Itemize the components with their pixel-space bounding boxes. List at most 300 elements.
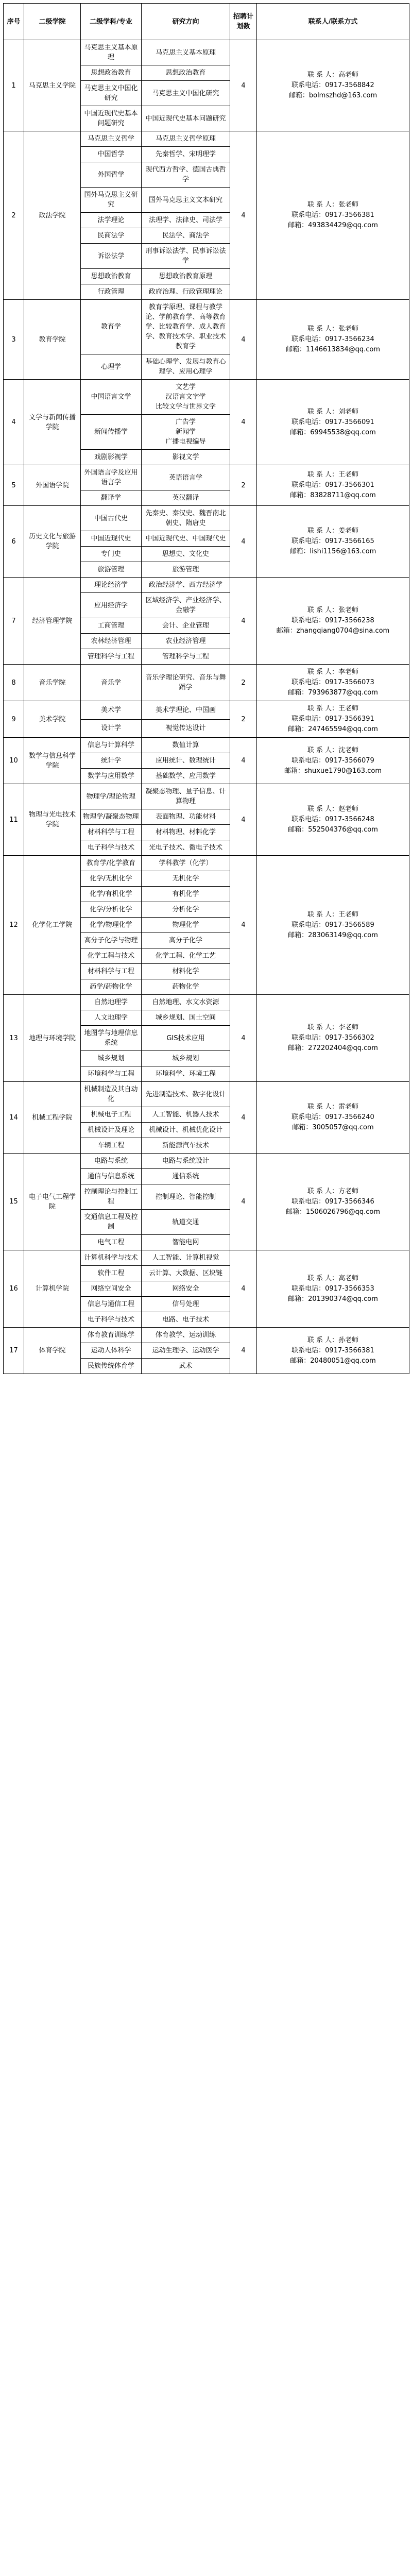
direction-item: 学科教学（化学） — [159, 859, 213, 867]
subject-name: 自然地理学 — [81, 995, 142, 1010]
research-direction — [142, 1250, 230, 1266]
row-number: 14 — [4, 1082, 24, 1154]
contact-person: 联 系 人：李老师 — [307, 668, 359, 676]
research-direction — [142, 825, 230, 840]
table-row — [4, 380, 409, 415]
table-row — [4, 506, 409, 531]
table-row — [4, 300, 409, 354]
direction-item: 管理科学与工程 — [162, 653, 209, 660]
direction-item: 影视文学 — [172, 453, 199, 461]
direction-item: 音乐学理论研究、音乐与舞蹈学 — [145, 674, 226, 691]
subject-name: 中国古代史 — [81, 506, 142, 531]
contact-person: 联 系 人：张老师 — [307, 201, 359, 209]
table-row — [4, 40, 409, 65]
contact-info — [257, 701, 409, 738]
research-direction — [142, 1026, 230, 1051]
research-direction — [142, 578, 230, 593]
college-name: 教育学院 — [24, 300, 81, 380]
direction-item: 无机化学 — [172, 875, 199, 883]
contact-email[interactable]: 邮箱：493834429@qq.com — [288, 222, 378, 229]
contact-person: 联 系 人：方老师 — [307, 1187, 359, 1195]
research-direction — [142, 1169, 230, 1184]
research-direction — [142, 618, 230, 634]
subject-name: 外国语言学及应用语言学 — [81, 465, 142, 490]
research-direction — [142, 269, 230, 284]
research-direction — [142, 506, 230, 531]
direction-item: 环境科学、环境工程 — [155, 1070, 216, 1078]
contact-phone: 联系电话：0917-3566381 — [291, 1346, 374, 1354]
subject-name: 马克思主义基本原理 — [81, 40, 142, 65]
research-direction — [142, 738, 230, 753]
research-direction — [142, 1359, 230, 1374]
research-direction — [142, 106, 230, 131]
research-direction — [142, 964, 230, 979]
contact-person: 联 系 人：姜老师 — [307, 527, 359, 535]
research-direction — [142, 415, 230, 450]
plan-count: 4 — [230, 380, 257, 465]
contact-email[interactable]: 邮箱：zhangqiang0704@sina.com — [276, 627, 390, 635]
header-contact: 联系人/联系方式 — [257, 4, 409, 40]
plan-count: 2 — [230, 665, 257, 701]
recruitment-table — [3, 3, 409, 1374]
direction-item: 机械设计、机械优化设计 — [148, 1126, 222, 1134]
contact-phone: 联系电话：0917-3566589 — [291, 921, 374, 929]
subject-name: 马克思主义哲学 — [81, 131, 142, 147]
contact-email[interactable]: 邮箱：1506026796@qq.com — [285, 1208, 381, 1216]
subject-name: 应用经济学 — [81, 593, 142, 618]
direction-item: 国外马克思主义文本研究 — [148, 196, 222, 204]
direction-item: 高分子化学 — [168, 937, 202, 944]
direction-item: 分析化学 — [172, 906, 199, 913]
contact-email[interactable]: 邮箱：201390374@qq.com — [288, 1295, 378, 1303]
subject-name: 材料科学与工程 — [81, 825, 142, 840]
research-direction — [142, 918, 230, 933]
direction-item: 运动生理学、运动医学 — [152, 1347, 219, 1354]
research-direction — [142, 228, 230, 244]
subject-name: 信息与计算科学 — [81, 738, 142, 753]
contact-info — [257, 738, 409, 784]
contact-phone: 联系电话：0917-3566301 — [291, 481, 374, 489]
college-name: 美术学院 — [24, 701, 81, 738]
direction-item: 比较文学与世界文学 — [155, 403, 216, 411]
direction-item: 城乡规划 — [172, 1055, 199, 1062]
direction-item: 化学工程、化学工艺 — [155, 952, 216, 960]
direction-item: 轨道交通 — [172, 1218, 199, 1226]
header-college: 二级学院 — [24, 4, 81, 40]
direction-item: 政府治理、行政管理理论 — [148, 288, 222, 296]
direction-item: 光电子技术、微电子技术 — [148, 844, 222, 852]
table-body — [4, 40, 409, 1374]
subject-name: 新闻传播学 — [81, 415, 142, 450]
table-row — [4, 738, 409, 753]
subject-name: 戏剧影视学 — [81, 450, 142, 465]
contact-email[interactable]: 邮箱：bolmszhd@163.com — [288, 92, 377, 99]
plan-count: 4 — [230, 1154, 257, 1250]
research-direction — [142, 887, 230, 902]
contact-phone: 联系电话：0917-3566240 — [291, 1113, 374, 1121]
row-number: 6 — [4, 506, 24, 578]
direction-item: 视觉传达设计 — [165, 724, 206, 733]
subject-name: 电气工程 — [81, 1235, 142, 1250]
contact-info — [257, 300, 409, 380]
contact-phone: 联系电话：0917-3566079 — [291, 756, 374, 765]
direction-item: 网络安全 — [172, 1285, 199, 1293]
contact-phone: 联系电话：0917-3566346 — [291, 1197, 374, 1206]
direction-item: 基础数学、应用数学 — [155, 772, 216, 780]
research-direction — [142, 948, 230, 964]
research-direction — [142, 1328, 230, 1343]
college-name: 化学化工学院 — [24, 856, 81, 995]
contact-phone: 联系电话：0917-3566353 — [291, 1284, 374, 1293]
subject-name: 美术学 — [81, 701, 142, 720]
subject-name: 通信与信息系统 — [81, 1169, 142, 1184]
subject-name: 材料科学与工程 — [81, 964, 142, 979]
plan-count: 4 — [230, 738, 257, 784]
direction-item: 物理化学 — [172, 921, 199, 929]
college-name: 计算机学院 — [24, 1250, 81, 1328]
contact-info — [257, 578, 409, 665]
subject-name: 城乡规划 — [81, 1051, 142, 1066]
direction-item: 人工智能、机器人技术 — [152, 1111, 219, 1118]
subject-name: 设计学 — [81, 719, 142, 738]
table-row — [4, 784, 409, 809]
subject-name: 交通信息工程及控制 — [81, 1210, 142, 1235]
college-name: 政法学院 — [24, 131, 81, 300]
direction-item: 区域经济学、产业经济学、金融学 — [145, 597, 226, 614]
subject-name: 理论经济学 — [81, 578, 142, 593]
table-row — [4, 665, 409, 701]
research-direction — [142, 1210, 230, 1235]
subject-name: 中国近现代史 — [81, 531, 142, 547]
subject-name: 电子科学与技术 — [81, 1312, 142, 1328]
subject-name: 旅游管理 — [81, 562, 142, 578]
contact-person: 联 系 人：高老师 — [307, 1274, 359, 1282]
research-direction — [142, 1281, 230, 1297]
contact-email[interactable]: 邮箱：20480051@qq.com — [290, 1357, 376, 1365]
direction-item: 刑事诉讼法学、民事诉讼法学 — [145, 247, 226, 265]
direction-item: 信号处理 — [172, 1300, 199, 1308]
contact-person: 联 系 人：王老师 — [307, 910, 359, 919]
research-direction — [142, 1066, 230, 1082]
plan-count: 2 — [230, 465, 257, 506]
contact-email[interactable]: 邮箱：247465594@qq.com — [288, 725, 378, 733]
direction-item: 中国近现代史、中国现代史 — [145, 535, 226, 543]
contact-person: 联 系 人：赵老师 — [307, 805, 359, 813]
subject-name: 地图学与地理信息系统 — [81, 1026, 142, 1051]
research-direction — [142, 753, 230, 769]
research-direction — [142, 1138, 230, 1154]
subject-name: 软件工程 — [81, 1266, 142, 1281]
research-direction — [142, 547, 230, 562]
college-name: 数学与信息科学学院 — [24, 738, 81, 784]
research-direction — [142, 1312, 230, 1328]
direction-item: 先秦史、秦汉史、魏晋南北朝史、隋唐史 — [145, 510, 226, 527]
row-number: 1 — [4, 40, 24, 131]
row-number: 8 — [4, 665, 24, 701]
direction-item: 表面物理、功能材料 — [155, 813, 216, 821]
research-direction — [142, 131, 230, 147]
table-row — [4, 701, 409, 720]
direction-item: 旅游管理 — [172, 566, 199, 573]
college-name: 地理与环境学院 — [24, 995, 81, 1082]
subject-name: 化学/无机化学 — [81, 871, 142, 887]
direction-item: 教育学原理、课程与教学论、学前教育学、高等教育学、比较教育学、成人教育学、教育技术学、职业技术教育学 — [145, 303, 226, 350]
direction-item: 英语语言学 — [168, 473, 202, 482]
direction-item: 智能电网 — [172, 1239, 199, 1246]
subject-name: 机械电子工程 — [81, 1107, 142, 1123]
contact-info — [257, 506, 409, 578]
row-number: 13 — [4, 995, 24, 1082]
direction-item: 数值计算 — [172, 741, 199, 749]
research-direction — [142, 769, 230, 784]
contact-phone: 联系电话：0917-3566234 — [291, 335, 374, 343]
plan-count: 4 — [230, 578, 257, 665]
plan-count: 4 — [230, 1328, 257, 1374]
subject-name: 计算机科学与技术 — [81, 1250, 142, 1266]
contact-email[interactable]: 邮箱：3005057@qq.com — [292, 1124, 374, 1131]
research-direction — [142, 1082, 230, 1107]
research-direction — [142, 871, 230, 887]
direction-item: 汉语言文字学 — [165, 393, 206, 401]
college-name: 经济管理学院 — [24, 578, 81, 665]
college-name: 历史文化与旅游学院 — [24, 506, 81, 578]
subject-name: 人文地理学 — [81, 1010, 142, 1026]
contact-person: 联 系 人：王老师 — [307, 705, 359, 713]
research-direction — [142, 665, 230, 701]
contact-phone: 联系电话：0917-3566302 — [291, 1034, 374, 1042]
direction-item: 法理学、法律史、司法学 — [148, 216, 222, 224]
direction-item: 人工智能、计算机视觉 — [152, 1254, 219, 1262]
college-name: 文学与新闻传播学院 — [24, 380, 81, 465]
direction-item: 自然地理、水文水资源 — [152, 998, 219, 1006]
contact-email[interactable]: 邮箱：272202404@qq.com — [288, 1044, 378, 1052]
research-direction — [142, 1154, 230, 1169]
subject-name: 信息与通信工程 — [81, 1297, 142, 1312]
research-direction — [142, 1010, 230, 1026]
subject-name: 控制理论与控制工程 — [81, 1184, 142, 1210]
contact-info — [257, 856, 409, 995]
research-direction — [142, 531, 230, 547]
direction-item: 思想政治教育原理 — [159, 273, 213, 280]
research-direction — [142, 593, 230, 618]
contact-email[interactable]: 邮箱：shuxue1790@163.com — [284, 767, 382, 775]
contact-info — [257, 995, 409, 1082]
row-number: 15 — [4, 1154, 24, 1250]
research-direction — [142, 1184, 230, 1210]
row-number: 4 — [4, 380, 24, 465]
contact-person: 联 系 人：雷老师 — [307, 1103, 359, 1111]
research-direction — [142, 40, 230, 65]
contact-email[interactable]: 邮箱：552504376@qq.com — [288, 826, 378, 834]
research-direction — [142, 649, 230, 665]
research-direction — [142, 995, 230, 1010]
plan-count: 4 — [230, 1082, 257, 1154]
subject-name: 电子科学与技术 — [81, 840, 142, 856]
table-header-row — [4, 4, 409, 40]
subject-name: 管理科学与工程 — [81, 649, 142, 665]
subject-name: 统计学 — [81, 753, 142, 769]
direction-item: 文艺学 — [175, 383, 196, 391]
contact-info — [257, 1250, 409, 1328]
direction-item: 体育教学、运动训练 — [155, 1331, 216, 1339]
contact-phone: 联系电话：0917-3566381 — [291, 211, 374, 219]
subject-name: 化学/分析化学 — [81, 902, 142, 918]
plan-count: 4 — [230, 1250, 257, 1328]
table-row — [4, 131, 409, 147]
contact-email[interactable]: 邮箱：1146613834@qq.com — [285, 346, 381, 353]
subject-name: 民族传统体育学 — [81, 1359, 142, 1374]
direction-item: 武术 — [179, 1362, 193, 1370]
subject-name: 电路与系统 — [81, 1154, 142, 1169]
contact-person: 联 系 人：沈老师 — [307, 746, 359, 754]
research-direction — [142, 300, 230, 354]
table-row — [4, 1328, 409, 1343]
research-direction — [142, 1266, 230, 1281]
subject-name: 车辆工程 — [81, 1138, 142, 1154]
contact-email[interactable]: 邮箱：69945538@qq.com — [290, 428, 376, 436]
subject-name: 药学/药物化学 — [81, 979, 142, 995]
contact-email[interactable]: 邮箱：lishi1156@163.com — [289, 548, 376, 555]
direction-item: 思想史、文化史 — [162, 550, 209, 558]
subject-name: 化学/物理化学 — [81, 918, 142, 933]
contact-email[interactable]: 邮箱：283063149@qq.com — [288, 931, 378, 939]
college-name: 物理与光电技术学院 — [24, 784, 81, 856]
research-direction — [142, 81, 230, 106]
contact-info — [257, 665, 409, 701]
table-row — [4, 1250, 409, 1266]
subject-name: 体育教育训练学 — [81, 1328, 142, 1343]
contact-email[interactable]: 邮箱：83828711@qq.com — [290, 492, 376, 499]
research-direction — [142, 1297, 230, 1312]
research-direction — [142, 284, 230, 300]
table-row — [4, 1082, 409, 1107]
plan-count: 4 — [230, 784, 257, 856]
plan-count: 4 — [230, 131, 257, 300]
research-direction — [142, 380, 230, 415]
research-direction — [142, 634, 230, 649]
direction-item: 农业经济管理 — [165, 637, 206, 645]
contact-person: 联 系 人：孙老师 — [307, 1336, 359, 1344]
contact-info — [257, 40, 409, 131]
research-direction — [142, 354, 230, 380]
college-name: 体育学院 — [24, 1328, 81, 1374]
direction-item: 凝聚态物理、量子信息、计算物理 — [145, 788, 226, 805]
research-direction — [142, 213, 230, 228]
subject-name: 高分子化学与物理 — [81, 933, 142, 948]
research-direction — [142, 490, 230, 506]
subject-name: 教育学 — [81, 300, 142, 354]
research-direction — [142, 1051, 230, 1066]
direction-item: 城乡规划、国土空间 — [155, 1014, 216, 1022]
direction-item: 通信系统 — [172, 1173, 199, 1180]
contact-email[interactable]: 邮箱：793963877@qq.com — [288, 689, 378, 697]
direction-item: 广告学 — [175, 418, 196, 426]
plan-count: 4 — [230, 40, 257, 131]
direction-item: 新闻学 — [175, 428, 196, 436]
plan-count: 2 — [230, 701, 257, 738]
direction-item: 电路、电子技术 — [162, 1316, 209, 1324]
research-direction — [142, 840, 230, 856]
subject-name: 网络空间安全 — [81, 1281, 142, 1297]
contact-person: 联 系 人：张老师 — [307, 606, 359, 614]
research-direction — [142, 244, 230, 269]
subject-name: 运动人体科学 — [81, 1343, 142, 1359]
research-direction — [142, 1343, 230, 1359]
contact-info — [257, 131, 409, 300]
table-row — [4, 578, 409, 593]
contact-info — [257, 1328, 409, 1374]
college-name: 机械工程学院 — [24, 1082, 81, 1154]
research-direction — [142, 979, 230, 995]
contact-phone: 联系电话：0917-3566248 — [291, 816, 374, 823]
row-number: 16 — [4, 1250, 24, 1328]
plan-count: 4 — [230, 300, 257, 380]
row-number: 3 — [4, 300, 24, 380]
direction-item: 中国近现代史基本问题研究 — [145, 114, 226, 123]
header-plan: 招聘计划数 — [230, 4, 257, 40]
direction-item: GIS技术应用 — [166, 1034, 205, 1042]
research-direction — [142, 902, 230, 918]
subject-name: 化学/有机化学 — [81, 887, 142, 902]
direction-item: 马克思主义哲学原理 — [155, 135, 216, 143]
subject-name: 化学工程与技术 — [81, 948, 142, 964]
college-name: 马克思主义学院 — [24, 40, 81, 131]
subject-name: 外国哲学 — [81, 162, 142, 188]
subject-name: 工商管理 — [81, 618, 142, 634]
subject-name: 数学与应用数学 — [81, 769, 142, 784]
contact-info — [257, 784, 409, 856]
contact-person: 联 系 人：张老师 — [307, 325, 359, 333]
direction-item: 广播电视编导 — [165, 438, 206, 446]
subject-name: 农林经济管理 — [81, 634, 142, 649]
college-name: 外国语学院 — [24, 465, 81, 506]
research-direction — [142, 162, 230, 188]
research-direction — [142, 784, 230, 809]
contact-phone: 联系电话：0917-3566165 — [291, 537, 374, 545]
contact-phone: 联系电话：0917-3568842 — [291, 81, 374, 89]
research-direction — [142, 450, 230, 465]
research-direction — [142, 933, 230, 948]
research-direction — [142, 719, 230, 738]
direction-item: 先进制造技术、数字化设计 — [145, 1090, 226, 1098]
direction-item: 应用统计、数理统计 — [155, 757, 216, 765]
table-row — [4, 995, 409, 1010]
header-subject: 二级学科/专业 — [81, 4, 142, 40]
subject-name: 民商法学 — [81, 228, 142, 244]
research-direction — [142, 465, 230, 490]
contact-info — [257, 380, 409, 465]
subject-name: 翻译学 — [81, 490, 142, 506]
subject-name: 中国哲学 — [81, 147, 142, 162]
subject-name: 国外马克思主义研究 — [81, 188, 142, 213]
direction-item: 有机化学 — [172, 890, 199, 898]
direction-item: 新能源汽车技术 — [162, 1142, 209, 1149]
research-direction — [142, 1107, 230, 1123]
direction-item: 思想政治教育 — [165, 69, 206, 77]
research-direction — [142, 809, 230, 825]
research-direction — [142, 1235, 230, 1250]
subject-name: 法学理论 — [81, 213, 142, 228]
row-number: 7 — [4, 578, 24, 665]
subject-name: 音乐学 — [81, 665, 142, 701]
college-name: 电子电气工程学院 — [24, 1154, 81, 1250]
subject-name: 中国近现代史基本问题研究 — [81, 106, 142, 131]
subject-name: 诉讼法学 — [81, 244, 142, 269]
contact-phone: 联系电话：0917-3566091 — [291, 418, 374, 426]
header-direction: 研究方向 — [142, 4, 230, 40]
direction-item: 电路与系统设计 — [162, 1157, 209, 1165]
research-direction — [142, 65, 230, 81]
